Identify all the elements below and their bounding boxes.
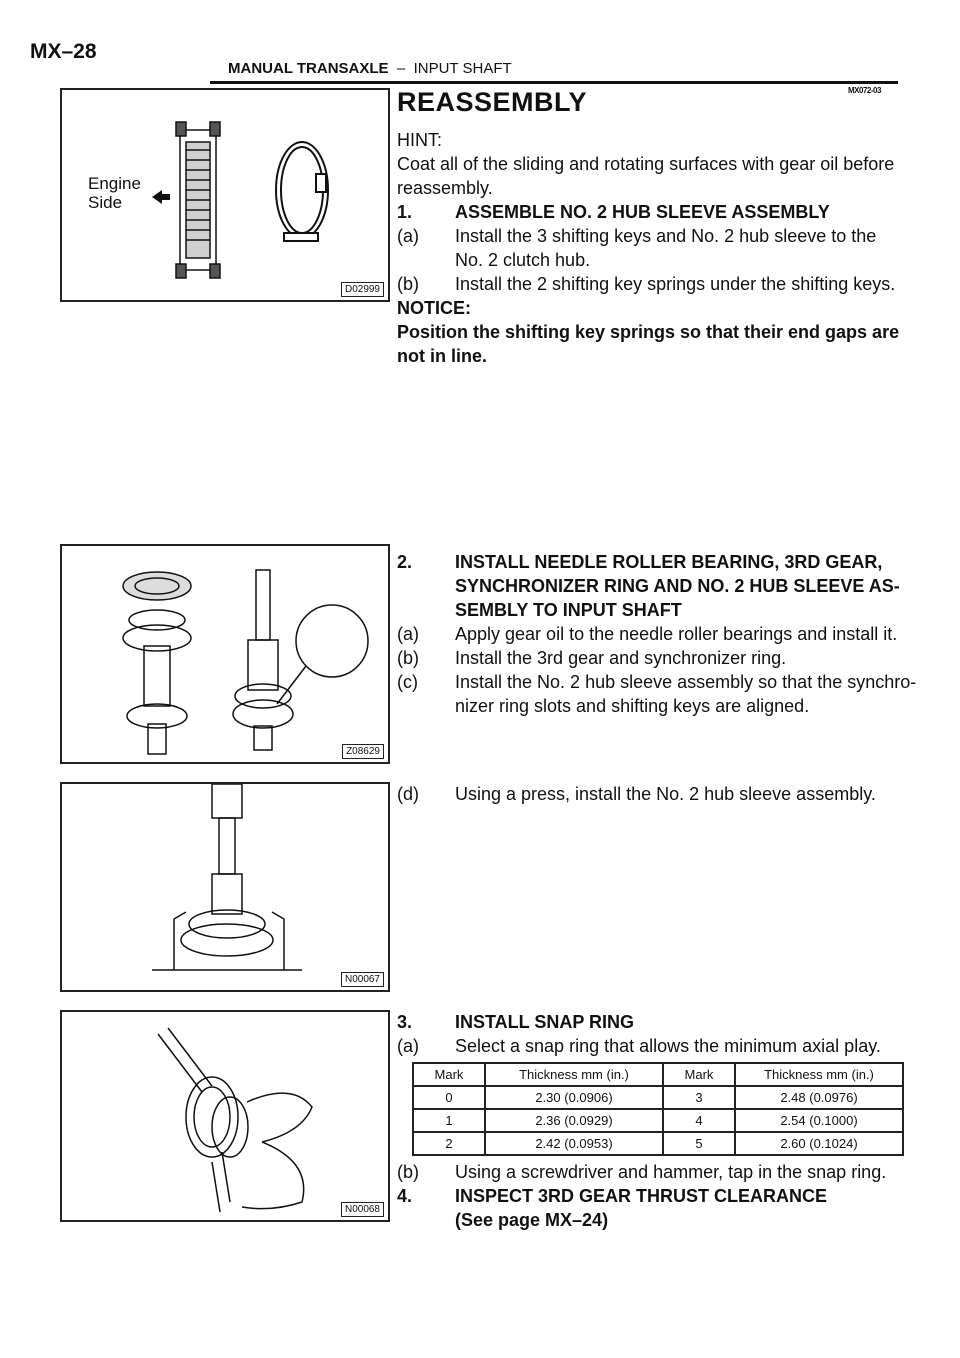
table-header: Mark xyxy=(663,1063,735,1086)
table-header: Thickness mm (in.) xyxy=(485,1063,663,1086)
header-rule xyxy=(210,81,898,84)
step2-title-line1: INSTALL NEEDLE ROLLER BEARING, 3RD GEAR, xyxy=(455,552,883,572)
table-header: Mark xyxy=(413,1063,485,1086)
doc-code: MX072-03 xyxy=(848,86,881,95)
press-illustration xyxy=(62,784,388,990)
step1-a-label: (a) xyxy=(397,226,419,246)
step1-b-label: (b) xyxy=(397,274,419,294)
table-cell: 4 xyxy=(663,1109,735,1132)
step1-a-cont: No. 2 clutch hub. xyxy=(455,250,591,270)
snap-ring-table xyxy=(412,1062,904,1156)
table-cell: 2.42 (0.0953) xyxy=(485,1132,663,1155)
figure-code: N00067 xyxy=(341,972,384,987)
table-cell: 0 xyxy=(413,1086,485,1109)
step2-b xyxy=(397,646,786,670)
step3-heading xyxy=(397,1010,634,1034)
step1-a xyxy=(397,224,876,248)
figure-input-shaft-assembly xyxy=(60,544,390,764)
hub-sleeve-cross-section xyxy=(176,122,220,278)
input-shaft-illustration xyxy=(62,546,388,762)
step3-b xyxy=(397,1160,886,1184)
notice-text-line2: not in line. xyxy=(397,346,487,366)
step2-heading xyxy=(397,550,882,574)
step3-number: 3. xyxy=(397,1012,413,1032)
arrow-left-icon xyxy=(152,190,170,204)
figure-snap-ring xyxy=(60,1010,390,1222)
table-cell: 1 xyxy=(413,1109,485,1132)
step2-number: 2. xyxy=(397,552,413,572)
figure-code: Z08629 xyxy=(342,744,384,759)
table-header: Thickness mm (in.) xyxy=(735,1063,903,1086)
table-cell: 2.60 (0.1024) xyxy=(735,1132,903,1155)
figure-code: N00068 xyxy=(341,1202,384,1217)
step2-b-text: Install the 3rd gear and synchronizer ring. xyxy=(455,648,787,668)
step3-a-label: (a) xyxy=(397,1036,419,1056)
step2-a-label: (a) xyxy=(397,624,419,644)
step4-ref: (See page MX–24) xyxy=(455,1210,609,1230)
step1-b-text: Install the 2 shifting key springs under the shifting keys. xyxy=(455,274,896,294)
step3-a-text: Select a snap ring that allows the minimum axial play. xyxy=(455,1036,881,1056)
step2-title-line3: SEMBLY TO INPUT SHAFT xyxy=(455,600,682,620)
step3-b-label: (b) xyxy=(397,1162,419,1182)
running-header xyxy=(228,60,512,77)
step4-heading xyxy=(397,1184,827,1208)
step3-title: INSTALL SNAP RING xyxy=(455,1012,635,1032)
header-separator: – xyxy=(396,60,406,77)
step1-heading xyxy=(397,200,830,224)
step4-title: INSPECT 3RD GEAR THRUST CLEARANCE xyxy=(455,1186,828,1206)
engine-label: Engine xyxy=(88,174,141,193)
table-cell: 5 xyxy=(663,1132,735,1155)
hint-text-line1: Coat all of the sliding and rotating surfaces with gear oil before xyxy=(397,154,895,174)
table-cell: 2.30 (0.0906) xyxy=(485,1086,663,1109)
page-number: MX–28 xyxy=(30,40,97,63)
subsection-title: INPUT SHAFT xyxy=(413,60,512,77)
hub-sleeve-illustration xyxy=(62,90,388,300)
step2-c-text: Install the No. 2 hub sleeve assembly so that the synchro- xyxy=(455,672,917,692)
notice-text-line1: Position the shifting key springs so that their end gaps are xyxy=(397,322,900,342)
step2-d xyxy=(397,782,876,806)
snap-ring-illustration xyxy=(62,1012,388,1220)
step2-a-text: Apply gear oil to the needle roller bearings and install it. xyxy=(455,624,898,644)
step3-a xyxy=(397,1034,881,1058)
table-cell: 2.36 (0.0929) xyxy=(485,1109,663,1132)
table-cell: 2 xyxy=(413,1132,485,1155)
step2-d-text: Using a press, install the No. 2 hub sleeve assembly. xyxy=(455,784,876,804)
step1-a-text: Install the 3 shifting keys and No. 2 hub sleeve to the xyxy=(455,226,877,246)
key-spring-icon xyxy=(276,142,328,241)
step2-c-label: (c) xyxy=(397,672,418,692)
figure-press xyxy=(60,782,390,992)
step1-b xyxy=(397,272,895,296)
step1-title: ASSEMBLE NO. 2 HUB SLEEVE ASSEMBLY xyxy=(455,202,830,222)
step2-d-label: (d) xyxy=(397,784,419,804)
notice-label: NOTICE: xyxy=(397,298,471,318)
section-title: MANUAL TRANSAXLE xyxy=(228,60,389,77)
table-row xyxy=(413,1086,903,1109)
page-title: REASSEMBLY xyxy=(397,87,588,117)
figure-code: D02999 xyxy=(341,282,384,297)
table-cell: 3 xyxy=(663,1086,735,1109)
figure-hub-sleeve xyxy=(60,88,390,302)
step2-c xyxy=(397,670,916,694)
table-cell: 2.54 (0.1000) xyxy=(735,1109,903,1132)
table-row xyxy=(413,1132,903,1155)
step2-b-label: (b) xyxy=(397,648,419,668)
table-header-row xyxy=(413,1063,903,1086)
step4-number: 4. xyxy=(397,1186,413,1206)
table-row xyxy=(413,1109,903,1132)
side-label: Side xyxy=(88,193,123,212)
step1-number: 1. xyxy=(397,202,413,222)
step3-b-text: Using a screwdriver and hammer, tap in the snap ring. xyxy=(455,1162,887,1182)
hint-text-line2: reassembly. xyxy=(397,178,493,198)
hint-label: HINT: xyxy=(397,130,442,150)
step2-c-cont: nizer ring slots and shifting keys are aligned. xyxy=(455,696,810,716)
step2-a xyxy=(397,622,897,646)
table-cell: 2.48 (0.0976) xyxy=(735,1086,903,1109)
step2-title-line2: SYNCHRONIZER RING AND NO. 2 HUB SLEEVE AS- xyxy=(455,576,900,596)
